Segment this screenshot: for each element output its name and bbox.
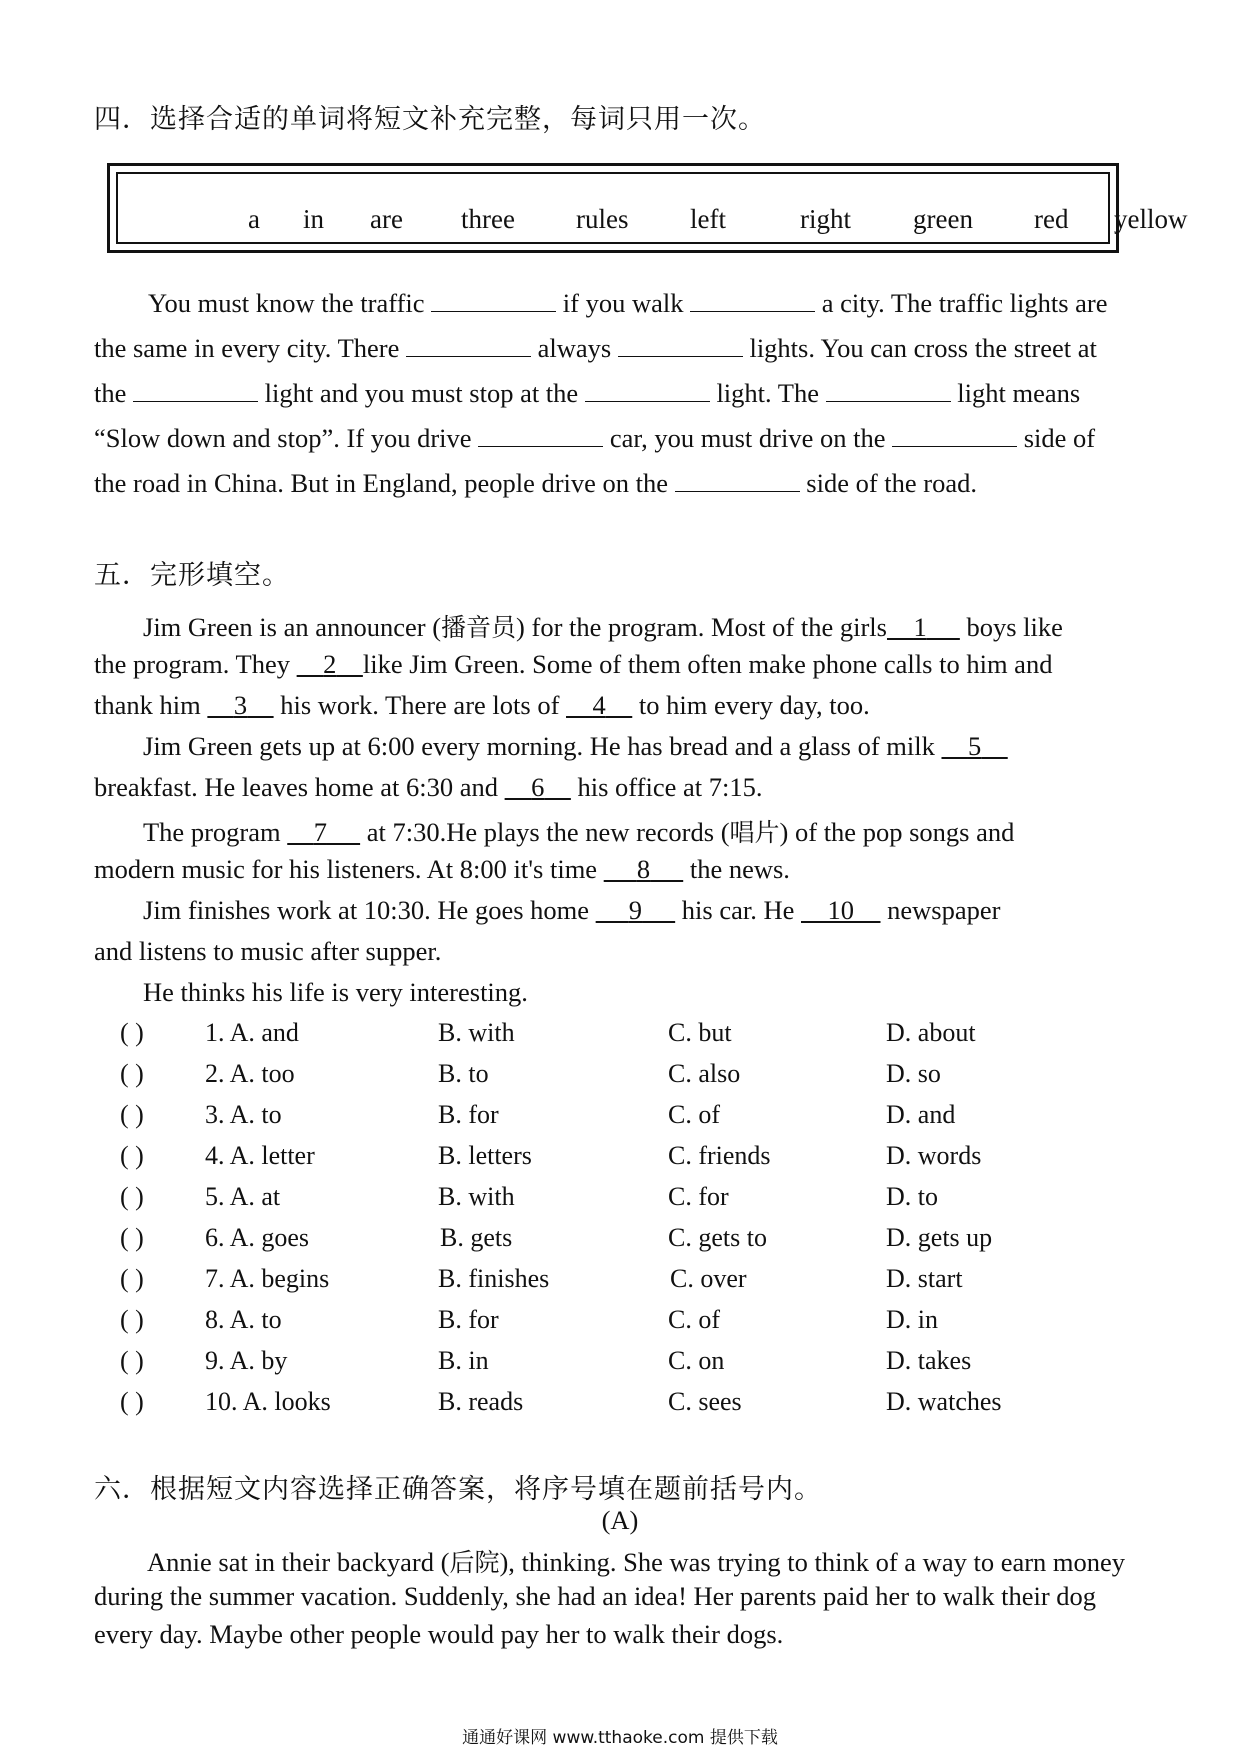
word-bank-inner-border xyxy=(116,172,1188,244)
section-6-heading: 六．根据短文内容选择正确答案，将序号填在题前括号内。 xyxy=(94,1474,822,1504)
text-run: at 7:30.He plays the new records ( xyxy=(366,817,730,847)
text-run: breakfast. He leaves home at 6:30 and xyxy=(94,772,498,802)
answer-blank[interactable] xyxy=(892,424,1017,447)
text-run: ) for the program. Most of the girls xyxy=(516,612,887,642)
word-bank-item: a xyxy=(248,204,260,234)
blank-number: 5 xyxy=(967,731,982,761)
option-b: B. with xyxy=(438,1182,515,1211)
text-run: his office at 7:15. xyxy=(577,772,763,802)
s5-line-5 xyxy=(94,772,1154,803)
blank-number: 1 xyxy=(913,612,927,642)
text-run: Jim finishes work at 10:30. He goes home xyxy=(143,895,590,925)
option-c: C. over xyxy=(670,1264,747,1293)
option-d: D. so xyxy=(886,1059,941,1088)
text-run: light. The xyxy=(716,378,819,408)
text-run: like Jim Green. Some of them often make phone calls to him and xyxy=(362,649,1053,679)
section-5-heading: 五．完形填空。 xyxy=(94,560,290,590)
s5-line-4 xyxy=(143,731,1203,762)
word-bank-box xyxy=(107,163,1188,253)
s5-line-7 xyxy=(94,854,1154,885)
s6-line-2: during the summer vacation. Suddenly, she had an idea! Her parents paid her to walk their dog xyxy=(94,1581,1097,1611)
gloss-text: 唱片 xyxy=(729,820,780,847)
option-b: B. finishes xyxy=(438,1264,550,1293)
blank-number: 9 xyxy=(628,895,643,925)
text-run: ) of the pop songs and xyxy=(779,817,1015,847)
s4-line-1 xyxy=(148,288,1208,319)
answer-blank[interactable] xyxy=(585,379,710,402)
s5-line-2 xyxy=(94,649,1154,680)
option-c: C. of xyxy=(668,1305,720,1334)
blank-number: 4 xyxy=(592,690,606,720)
option-d: D. watches xyxy=(886,1387,1002,1416)
text-run: Annie sat in their backyard ( xyxy=(147,1547,450,1577)
answer-blank[interactable] xyxy=(431,289,556,312)
s5-line-8 xyxy=(143,895,1203,926)
text-run: modern music for his listeners. At 8:00 it's time xyxy=(94,854,598,884)
option-c: C. on xyxy=(668,1346,725,1375)
text-run: the news. xyxy=(689,854,790,884)
s4-line-4 xyxy=(94,423,1154,454)
option-d: D. in xyxy=(886,1305,938,1334)
option-a: 3. A. to xyxy=(205,1100,282,1129)
answer-bracket[interactable]: ( ) xyxy=(120,1018,144,1047)
option-a: 5. A. at xyxy=(205,1182,281,1211)
word-bank-item: three xyxy=(461,204,515,234)
option-c: C. gets to xyxy=(668,1223,767,1252)
text-run: his car. He xyxy=(681,895,795,925)
word-bank-item: in xyxy=(303,204,325,234)
word-bank-item: right xyxy=(800,204,851,234)
word-bank-item: are xyxy=(370,204,403,234)
option-b: B. in xyxy=(438,1346,489,1375)
answer-bracket[interactable]: ( ) xyxy=(120,1182,144,1211)
passage-label: (A) xyxy=(601,1505,639,1535)
text-run: a city. The traffic lights are xyxy=(821,288,1108,318)
text-run: light means xyxy=(957,378,1081,408)
option-a: 8. A. to xyxy=(205,1305,282,1334)
option-c: C. sees xyxy=(668,1387,742,1416)
blank-number: 3 xyxy=(233,690,248,720)
option-d: D. gets up xyxy=(886,1223,993,1252)
option-c: C. friends xyxy=(668,1141,771,1170)
text-run: to him every day, too. xyxy=(638,690,870,720)
word-bank-item: yellow xyxy=(1114,204,1188,234)
blank-number: 6 xyxy=(531,772,545,802)
option-d: D. start xyxy=(886,1264,963,1293)
text-run: the same in every city. There xyxy=(94,333,400,363)
option-c: C. also xyxy=(668,1059,741,1088)
option-c: C. but xyxy=(668,1018,732,1047)
s5-line-3 xyxy=(94,690,1154,721)
s4-line-3 xyxy=(94,378,1154,409)
option-b: B. letters xyxy=(438,1141,532,1170)
gloss-text: 后院 xyxy=(449,1550,500,1577)
option-b: B. for xyxy=(438,1305,499,1334)
answer-bracket[interactable]: ( ) xyxy=(120,1059,144,1088)
option-b: B. for xyxy=(438,1100,499,1129)
blank-number: 10 xyxy=(827,895,854,925)
word-bank-item: rules xyxy=(576,204,629,234)
answer-bracket[interactable]: ( ) xyxy=(120,1100,144,1129)
text-run: always xyxy=(537,333,612,363)
option-d: D. to xyxy=(886,1182,938,1211)
text-run: Jim Green gets up at 6:00 every morning. He has bread and a glass of milk xyxy=(143,731,935,761)
option-a: 2. A. too xyxy=(205,1059,295,1088)
text-run: car, you must drive on the xyxy=(609,423,886,453)
s5-line-1 xyxy=(143,608,1203,644)
option-a: 10. A. looks xyxy=(205,1387,331,1416)
answer-bracket[interactable]: ( ) xyxy=(120,1141,144,1170)
option-b: B. reads xyxy=(438,1387,524,1416)
blank-number: 7 xyxy=(313,817,327,847)
answer-blank[interactable] xyxy=(826,379,951,402)
text-run: light and you must stop at the xyxy=(264,378,579,408)
text-run: “Slow down and stop”. If you drive xyxy=(94,423,472,453)
option-d: D. and xyxy=(886,1100,956,1129)
option-d: D. about xyxy=(886,1018,976,1047)
text-run: boys like xyxy=(966,612,1063,642)
text-run: side of the road. xyxy=(806,468,978,498)
text-run: ), thinking. She was trying to think of a way to earn money xyxy=(499,1547,1126,1577)
option-a: 4. A. letter xyxy=(205,1141,315,1170)
word-bank-item: red xyxy=(1034,204,1069,234)
text-run: Jim Green is an announcer ( xyxy=(143,612,442,642)
text-run: You must know the traffic xyxy=(148,288,425,318)
gloss-text: 播音员 xyxy=(441,615,517,642)
s4-line-2 xyxy=(94,333,1154,364)
answer-blank[interactable] xyxy=(690,289,815,312)
s5-line-9: and listens to music after supper. xyxy=(94,936,442,966)
answer-bracket[interactable]: ( ) xyxy=(120,1264,144,1293)
text-run: the program. They xyxy=(94,649,290,679)
text-run: lights. You can cross the street at xyxy=(749,333,1097,363)
answer-blank[interactable] xyxy=(133,379,258,402)
page-footer: 通通好课网 www.tthaoke.com 提供下载 xyxy=(462,1728,778,1748)
s5-line-10: He thinks his life is very interesting. xyxy=(143,977,528,1007)
text-run: the road in China. But in England, people drive on the xyxy=(94,468,669,498)
s5-line-6 xyxy=(143,813,1203,849)
option-d: D. words xyxy=(886,1141,982,1170)
option-c: C. of xyxy=(668,1100,720,1129)
blank-number: 8 xyxy=(636,854,651,884)
text-run: his work. There are lots of xyxy=(280,690,560,720)
answer-bracket[interactable]: ( ) xyxy=(120,1305,144,1334)
option-b: B. gets xyxy=(440,1223,513,1252)
answer-blank[interactable] xyxy=(478,424,603,447)
text-run: side of xyxy=(1023,423,1096,453)
section-4-heading: 四．选择合适的单词将短文补充完整，每词只用一次。 xyxy=(94,104,766,134)
option-a: 7. A. begins xyxy=(205,1264,330,1293)
blank-number: 2 xyxy=(323,649,337,679)
s6-line-1 xyxy=(147,1543,1207,1579)
answer-blank[interactable] xyxy=(675,469,800,492)
text-run: the xyxy=(94,378,127,408)
option-d: D. takes xyxy=(886,1346,972,1375)
option-c: C. for xyxy=(668,1182,729,1211)
text-run: thank him xyxy=(94,690,201,720)
option-b: B. with xyxy=(438,1018,515,1047)
option-a: 6. A. goes xyxy=(205,1223,309,1252)
text-run: if you walk xyxy=(562,288,684,318)
option-b: B. to xyxy=(438,1059,489,1088)
word-bank-item: left xyxy=(690,204,726,234)
text-run: newspaper xyxy=(887,895,1001,925)
answer-bracket[interactable]: ( ) xyxy=(120,1223,144,1252)
s6-line-3: every day. Maybe other people would pay her to walk their dogs. xyxy=(94,1619,784,1649)
text-run: The program xyxy=(143,817,281,847)
s4-line-5 xyxy=(94,468,1154,499)
word-bank-item: green xyxy=(913,204,973,234)
answer-blank[interactable] xyxy=(618,334,743,357)
answer-blank[interactable] xyxy=(406,334,531,357)
answer-bracket[interactable]: ( ) xyxy=(120,1387,144,1416)
option-a: 9. A. by xyxy=(205,1346,288,1375)
option-a: 1. A. and xyxy=(205,1018,299,1047)
answer-bracket[interactable]: ( ) xyxy=(120,1346,144,1375)
